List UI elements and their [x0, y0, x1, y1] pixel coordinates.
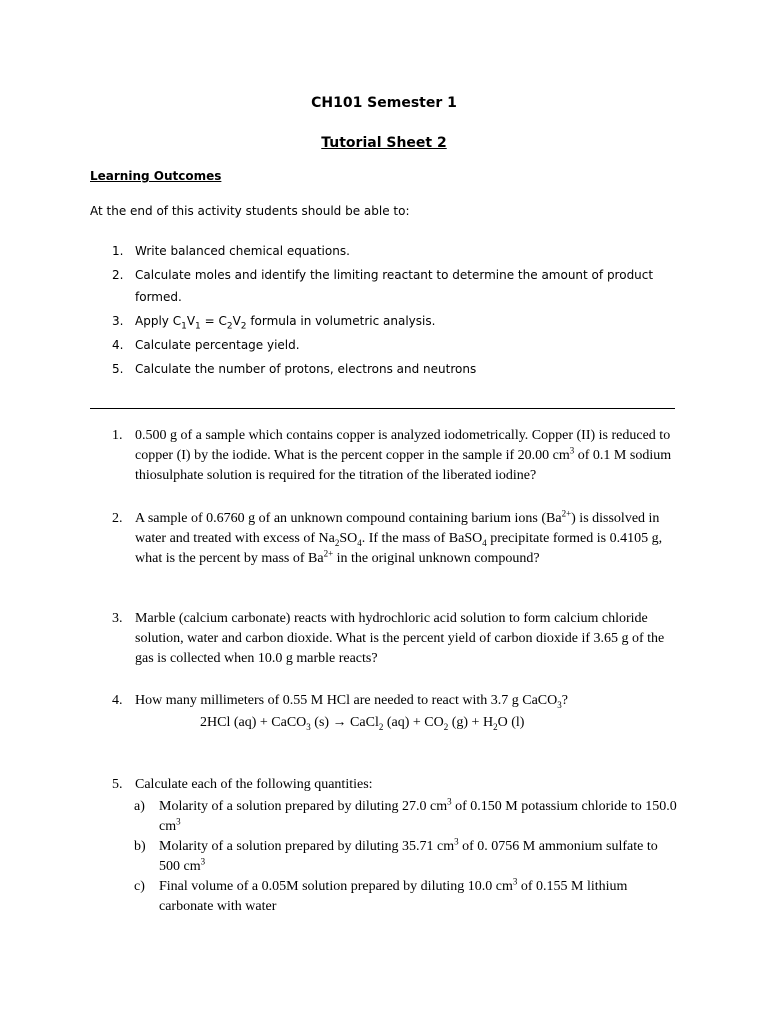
outcome-number: 4.: [112, 338, 124, 352]
part-label: a): [134, 799, 145, 814]
part-text: Molarity of a solution prepared by diluting 35.71 $cm^3$ of 0. 0756 M ammonium sulfate to 500 $cm^3$: [159, 836, 658, 874]
question-number: 4.: [112, 693, 123, 708]
question-text: Marble (calcium carbonate) reacts with hydrochloric acid solution to form calcium chloride solution, water and carbon dioxide. What is the percent yield of carbon dioxide if 3.65 g of the gas is collected when 10.0 g marble reacts?: [135, 611, 665, 666]
outcome-text: Calculate percentage yield.: [135, 338, 300, 352]
question-4: [112, 691, 677, 711]
section-divider: [90, 408, 675, 409]
outcome-number: 1.: [112, 244, 124, 258]
chemical-equation: 2HCl (aq) + CaCO$_3$ (s) → CaCl$_2$ $(aq) + CO_2$ $(g) + H_2O$ (l): [200, 715, 525, 732]
question-part: [112, 837, 677, 877]
question-parts: [112, 797, 677, 917]
outcome-text: Calculate the number of protons, electrons and neutrons: [135, 362, 477, 376]
outcome-number: 3.: [112, 314, 124, 328]
outcome-item: [90, 240, 680, 262]
question-3: [112, 609, 677, 669]
outcome-text: Calculate moles and identify the limiting reactant to determine the amount of product formed.: [135, 268, 654, 304]
question-1: [112, 426, 677, 486]
part-label: c): [134, 879, 145, 894]
question-intro: Calculate each of the following quantities:: [135, 777, 373, 792]
part-label: b): [134, 839, 146, 854]
outcome-item: [90, 334, 680, 356]
outcome-item: [90, 264, 680, 308]
outcome-item: [90, 310, 680, 332]
question-number: 5.: [112, 777, 123, 792]
outcome-number: 5.: [112, 362, 124, 376]
question-text: A sample of 0.6760 g of an unknown compound containing barium ions $(Ba^{2+})$ is dissolved in water and treated with excess of $Na_2SO_4$. If the mass of BaSO$_4$ precipitate formed is 0.4105 g, what is the percent by mass of $Ba^{2+}$ in the original unknown compound?: [135, 508, 663, 566]
question-part: [112, 877, 677, 917]
question-text: 0.500 g of a sample which contains copper is analyzed iodometrically. Copper (II) is reduced to copper (I) by the iodide. What is the percent copper in the sample if 20.00 $cm^3$ of 0.1 M sodium thiosulphate solution is required for the titration of the liberated iodine?: [135, 428, 672, 483]
sheet-title: Tutorial Sheet 2: [321, 135, 447, 151]
outcome-text: Apply $C_1V_1 = C_2V_2$ formula in volumetric analysis.: [135, 314, 436, 332]
question-2: [112, 509, 677, 569]
question-number: 3.: [112, 611, 123, 626]
outcome-text: Write balanced chemical equations.: [135, 244, 350, 258]
course-title: CH101 Semester 1: [311, 95, 457, 111]
outcome-item: [90, 358, 680, 380]
question-number: 1.: [112, 428, 123, 443]
learning-outcomes-intro: At the end of this activity students should be able to:: [90, 204, 410, 218]
part-text: Final volume of a 0.05M solution prepared by diluting 10.0 $cm^3$ of 0.155 M lithium carbonate with water: [159, 876, 628, 914]
question-5: [112, 775, 677, 917]
learning-outcomes-heading: Learning Outcomes: [90, 169, 222, 183]
part-text: Molarity of a solution prepared by diluting 27.0 $cm^3$ of 0.150 M potassium chloride to 150.0 $cm^3$: [159, 796, 677, 834]
question-text: How many millimeters of 0.55 M HCl are needed to react with 3.7 g CaCO$_3$?: [135, 693, 568, 710]
outcome-number: 2.: [112, 268, 124, 282]
question-part: [112, 797, 677, 837]
learning-outcomes-list: [90, 240, 680, 382]
question-number: 2.: [112, 511, 123, 526]
